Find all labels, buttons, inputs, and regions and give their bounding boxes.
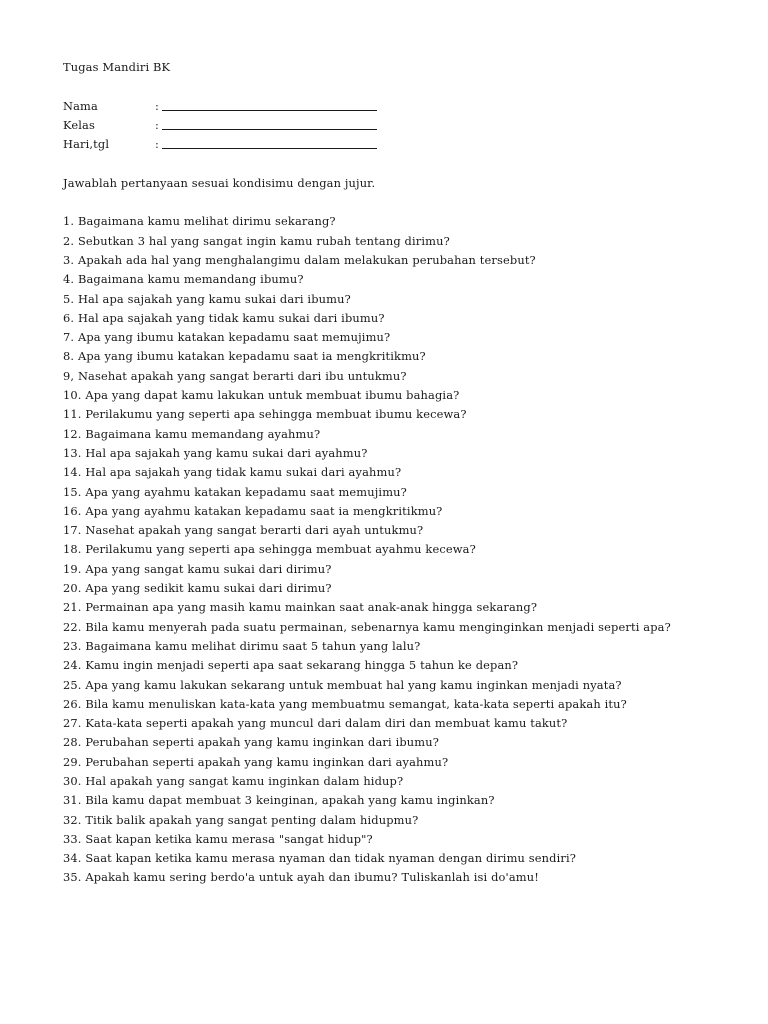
field-label: Hari,tgl <box>63 137 110 152</box>
question-item: 27. Kata-kata seperti apakah yang muncul dari dalam diri dan membuat kamu takut? <box>63 716 568 731</box>
question-item: 26. Bila kamu menuliskan kata-kata yang membuatmu semangat, kata-kata seperti apakah itu? <box>63 696 627 711</box>
spacer <box>63 193 743 212</box>
field-label: Kelas <box>63 117 95 132</box>
question-item: 33. Saat kapan ketika kamu merasa "sangat hidup"? <box>63 831 373 846</box>
field-label: Nama <box>63 98 98 113</box>
question-item: 32. Titik balik apakah yang sangat penting dalam hidupmu? <box>63 812 419 827</box>
question-item: 7. Apa yang ibumu katakan kepadamu saat memujimu? <box>63 330 391 345</box>
question-item: 4. Bagaimana kamu memandang ibumu? <box>63 272 304 287</box>
question-item: 24. Kamu ingin menjadi seperti apa saat sekarang hingga 5 tahun ke depan? <box>63 658 519 673</box>
document-content <box>63 58 743 888</box>
question-item: 30. Hal apakah yang sangat kamu inginkan dalam hidup? <box>63 773 404 788</box>
question-item: 2. Sebutkan 3 hal yang sangat ingin kamu rubah tentang dirimu? <box>63 233 450 248</box>
question-item: 21. Permainan apa yang masih kamu mainkan saat anak-anak hingga sekarang? <box>63 600 538 615</box>
field-colon: : <box>155 98 159 113</box>
question-item: 9, Nasehat apakah yang sangat berarti dari ibu untukmu? <box>63 368 407 383</box>
question-item: 17. Nasehat apakah yang sangat berarti dari ayah untukmu? <box>63 523 424 538</box>
question-item: 14. Hal apa sajakah yang tidak kamu sukai dari ayahmu? <box>63 465 402 480</box>
field-kelas <box>63 116 743 135</box>
spacer <box>63 77 743 96</box>
question-item: 20. Apa yang sedikit kamu sukai dari dirimu? <box>63 581 332 596</box>
question-item: 3. Apakah ada hal yang menghalangimu dalam melakukan perubahan tersebut? <box>63 252 536 267</box>
question-item: 35. Apakah kamu sering berdo'a untuk ayah dan ibumu? Tuliskanlah isi do'amu! <box>63 870 539 885</box>
question-item: 1. Bagaimana kamu melihat dirimu sekarang? <box>63 214 336 229</box>
field-nama <box>63 97 743 116</box>
blank-line <box>162 148 377 149</box>
document-title: Tugas Mandiri BK <box>63 60 171 74</box>
blank-line <box>162 129 377 130</box>
blank-line <box>162 110 377 111</box>
question-item: 13. Hal apa sajakah yang kamu sukai dari ayahmu? <box>63 445 368 460</box>
spacer <box>63 154 743 173</box>
instruction-text: Jawablah pertanyaan sesuai kondisimu dengan jujur. <box>63 175 376 190</box>
question-item: 16. Apa yang ayahmu katakan kepadamu saat ia mengkritikmu? <box>63 503 443 518</box>
question-item: 19. Apa yang sangat kamu sukai dari dirimu? <box>63 561 332 576</box>
question-item: 11. Perilakumu yang seperti apa sehingga membuat ibumu kecewa? <box>63 407 467 422</box>
question-item: 28. Perubahan seperti apakah yang kamu inginkan dari ibumu? <box>63 735 439 750</box>
question-item: 25. Apa yang kamu lakukan sekarang untuk membuat hal yang kamu inginkan menjadi nyata? <box>63 677 622 692</box>
question-item: 31. Bila kamu dapat membuat 3 keinginan, apakah yang kamu inginkan? <box>63 793 495 808</box>
question-item: 6. Hal apa sajakah yang tidak kamu sukai dari ibumu? <box>63 310 385 325</box>
question-item: 18. Perilakumu yang seperti apa sehingga membuat ayahmu kecewa? <box>63 542 476 557</box>
question-item: 8. Apa yang ibumu katakan kepadamu saat ia mengkritikmu? <box>63 349 426 364</box>
question-item: 5. Hal apa sajakah yang kamu sukai dari ibumu? <box>63 291 351 306</box>
question-item: 12. Bagaimana kamu memandang ayahmu? <box>63 426 321 441</box>
question-item: 29. Perubahan seperti apakah yang kamu inginkan dari ayahmu? <box>63 754 449 769</box>
field-colon: : <box>155 137 159 152</box>
question-item: 34. Saat kapan ketika kamu merasa nyaman dan tidak nyaman dengan dirimu sendiri? <box>63 851 577 866</box>
question-list <box>63 212 743 887</box>
field-hari-tgl <box>63 135 743 154</box>
question-item: 22. Bila kamu menyerah pada suatu permainan, sebenarnya kamu menginginkan menjadi seperti apa? <box>63 619 671 634</box>
field-colon: : <box>155 117 159 132</box>
question-item: 23. Bagaimana kamu melihat dirimu saat 5 tahun yang lalu? <box>63 638 421 653</box>
question-item: 10. Apa yang dapat kamu lakukan untuk membuat ibumu bahagia? <box>63 388 460 403</box>
question-item: 15. Apa yang ayahmu katakan kepadamu saat memujimu? <box>63 484 407 499</box>
